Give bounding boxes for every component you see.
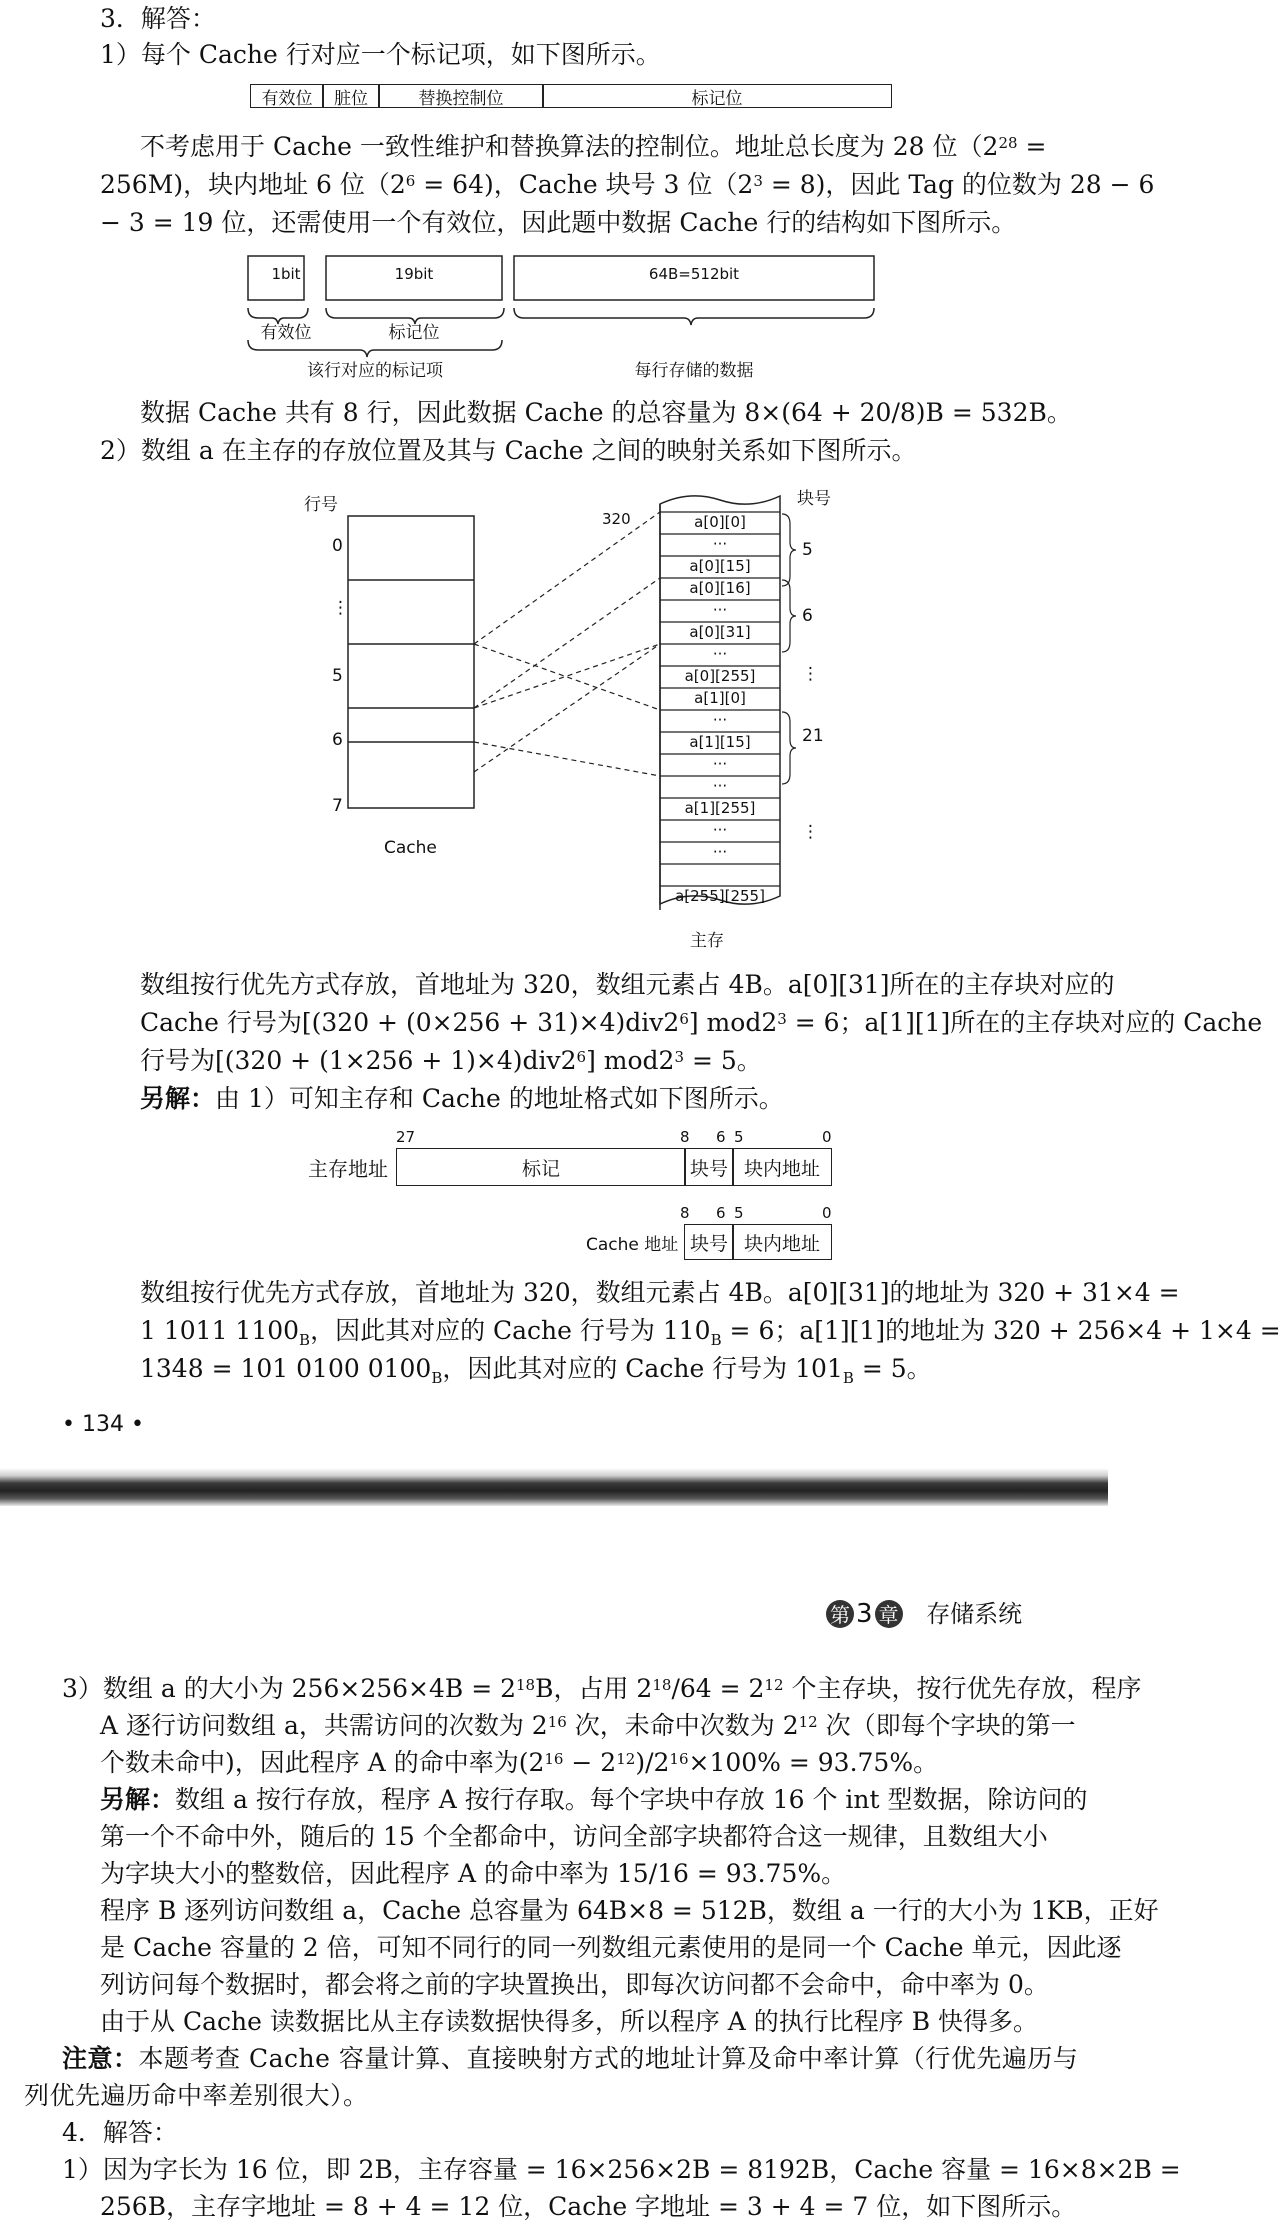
block-number: 6 [802, 606, 813, 626]
main-address-label: 主存地址 [308, 1157, 388, 1181]
mem-cell: a[1][255] [684, 799, 756, 817]
mem-cell: a[0][16] [689, 579, 751, 597]
block-number: 5 [802, 540, 813, 560]
field-valid: 有效位 [250, 84, 324, 108]
bit-8: 8 [680, 1204, 690, 1222]
label-line-data: 每行存储的数据 [634, 361, 754, 381]
cache-address-label: Cache 地址 [586, 1235, 679, 1255]
block-number: ⋮ [802, 664, 819, 684]
mem-cell: ··· [712, 535, 728, 553]
conclusion: 由于从 Cache 读数据比从主存读数据快得多，所以程序 A 的执行比程序 B 快得多。 [100, 2007, 1039, 2036]
label-valid: 有效位 [260, 323, 312, 343]
bit-27: 27 [396, 1128, 416, 1146]
para3-line2: 1 1011 $1100_B$，因此其对应的 Cache 行号为 $110_B = 6$；a[1][1]的地址为 320 + 256×4 + 1×4 = [140, 1316, 1281, 1349]
note-line2: 列优先遍历命中率差别很大）。 [24, 2081, 369, 2110]
cell-data: 64B=512bit [648, 265, 740, 283]
para3-line1: 数组按行优先方式存放，首地址为 320，数组元素占 4B。a[0][31]的地址为 320 + 31×4 = [140, 1278, 1180, 1307]
row-header: 行号 [304, 495, 338, 515]
alt-solution: 另解：由 1）可知主存和 Cache 的地址格式如下图所示。 [140, 1084, 784, 1113]
start-address: 320 [602, 510, 631, 528]
cell-1bit: 1bit [271, 265, 301, 283]
row-label-6: 6 [332, 730, 343, 750]
q3-3-line1: 3）数组 a 的大小为 $256\times 256\times 4B = 2^{18}B$，占用 $2^{18}/64 = 2^{12}$ 个主存块，按行优先存放，程序 [62, 1674, 1142, 1703]
mem-cell: ··· [712, 755, 728, 773]
para1-line2: 256M)，块内地址 6 位$(2^6 = 64)$，Cache 块号 3 位$(2^3 = 8)$，因此 Tag 的位数为 28 − 6 [100, 170, 1155, 199]
q3-2-intro: 2）数组 a 在主存的存放位置及其与 Cache 之间的映射关系如下图所示。 [100, 436, 917, 465]
bit-6: 6 [716, 1204, 726, 1222]
q3-heading: 3．解答： [100, 4, 216, 33]
capacity-line: 数据 Cache 共有 8 行，因此数据 Cache 的总容量为 8×(64 + 20/8)B = 532B。 [140, 398, 1072, 427]
mem-cell: ··· [712, 711, 728, 729]
field-offset: 块内地址 [732, 1148, 832, 1186]
progB-line2: 是 Cache 容量的 2 倍，可知不同行的同一列数组元素使用的是同一个 Cache 单元，因此逐 [100, 1933, 1122, 1962]
bit-5: 5 [734, 1204, 744, 1222]
q4-heading: 4．解答： [62, 2118, 178, 2147]
para2-line3: 行号为$[(320 + (1\times 256 + 1)\times 4)div2^6]$ $mod2^3 = 5$。 [140, 1046, 762, 1075]
memory-label: 主存 [690, 931, 724, 951]
mem-cell: ··· [712, 645, 728, 663]
label-tag: 标记位 [388, 323, 440, 343]
field-tag: 标记位 [542, 84, 892, 108]
cache-field-offset: 块内地址 [732, 1224, 832, 1260]
row-label-dots: ⋮ [332, 598, 349, 618]
mem-cell: a[0][31] [689, 623, 751, 641]
bit-6: 6 [716, 1128, 726, 1146]
page-number: • 134 • [62, 1412, 144, 1437]
para1-line1: 不考虑用于 Cache 一致性维护和替换算法的控制位。地址总长度为 28 位（$2^{28}$ = [140, 132, 1047, 161]
para1-line3: − 3 = 19 位，还需使用一个有效位，因此题中数据 Cache 行的结构如下图所示。 [100, 208, 1017, 237]
cache-field-block: 块号 [684, 1224, 734, 1260]
block-number: 21 [802, 726, 824, 746]
mem-cell: ··· [712, 601, 728, 619]
bit-0: 0 [822, 1204, 832, 1222]
row-label-7: 7 [332, 796, 343, 816]
mem-cell: ··· [712, 843, 728, 861]
para2-line2: Cache 行号为$[(320 + (0\times 256 + 31)\times 4)div2^6]$ $mod2^3 = 6$；a[1][1]所在的主存块对应的 Cache [140, 1008, 1263, 1037]
mem-cell: ··· [712, 777, 728, 795]
q4-line1: 1）因为字长为 16 位，即 2B，主存容量 = 16×256×2B = 8192B，Cache 容量 = 16×8×2B = [62, 2155, 1181, 2184]
progB-line3: 列访问每个数据时，都会将之前的字块置换出，即每次访问都不会命中，命中率为 0。 [100, 1970, 1049, 1999]
para3-line3: 1348 = 101 0100 $0100_B$，因此其对应的 Cache 行号为 $101_B = 5$。 [140, 1354, 932, 1387]
mem-cell: a[1][15] [689, 733, 751, 751]
field-dirty: 脏位 [322, 84, 380, 108]
bit-8: 8 [680, 1128, 690, 1146]
cell-19bit: 19bit [394, 265, 434, 283]
mem-cell: a[255][255] [675, 887, 765, 905]
block-number: ⋮ [802, 822, 819, 842]
page-break [0, 1468, 1108, 1506]
bit-0: 0 [822, 1128, 832, 1146]
mem-cell: a[0][255] [684, 667, 756, 685]
mem-cell: ··· [712, 821, 728, 839]
q3-3-line2: A 逐行访问数组 a，共需访问的次数为 $2^{16}$ 次，未命中次数为 $2^{12}$ 次（即每个字块的第一 [100, 1711, 1076, 1740]
chapter-badge-post: 章 [875, 1600, 903, 1628]
mem-cell: a[1][0] [694, 689, 746, 707]
alt2-line3: 为字块大小的整数倍，因此程序 A 的命中率为 15/16 = 93.75%。 [100, 1859, 847, 1888]
q4-line2: 256B，主存字地址 = 8 + 4 = 12 位，Cache 字地址 = 3 + 4 = 7 位，如下图所示。 [100, 2192, 1077, 2221]
q3-3-line3: 个数未命中)，因此程序 A 的命中率为$(2^{16} - 2^{12})/2^{16}\times 100\% = 93.75\%$。 [100, 1748, 939, 1777]
progB-line1: 程序 B 逐列访问数组 a，Cache 总容量为 64B×8 = 512B，数组 a 一行的大小为 1KB，正好 [100, 1896, 1159, 1925]
chapter-header: 第 3 章 存储系统 [826, 1594, 1022, 1629]
mem-cell: a[0][0] [694, 513, 746, 531]
chapter-badge-pre: 第 [826, 1600, 854, 1628]
q3-1-intro: 1）每个 Cache 行对应一个标记项，如下图所示。 [100, 40, 661, 69]
field-tag: 标记 [396, 1148, 686, 1186]
field-block: 块号 [684, 1148, 734, 1186]
mem-cell: a[0][15] [689, 557, 751, 575]
block-header: 块号 [797, 489, 831, 509]
alt2-line1: 另解：数组 a 按行存放，程序 A 按行存取。每个字块中存放 16 个 int 型数据，除访问的 [100, 1785, 1088, 1814]
cache-label: Cache [384, 838, 437, 858]
row-label-5: 5 [332, 666, 343, 686]
note-line1: 注意：本题考查 Cache 容量计算、直接映射方式的地址计算及命中率计算（行优先遍历与 [62, 2044, 1079, 2073]
bit-5: 5 [734, 1128, 744, 1146]
field-replace: 替换控制位 [378, 84, 544, 108]
label-tag-entry: 该行对应的标记项 [307, 361, 443, 381]
para2-line1: 数组按行优先方式存放，首地址为 320，数组元素占 4B。a[0][31]所在的主存块对应的 [140, 970, 1115, 999]
alt2-line2: 第一个不命中外，随后的 15 个全都命中，访问全部字块都符合这一规律，且数组大小 [100, 1822, 1048, 1851]
row-label-0: 0 [332, 536, 343, 556]
